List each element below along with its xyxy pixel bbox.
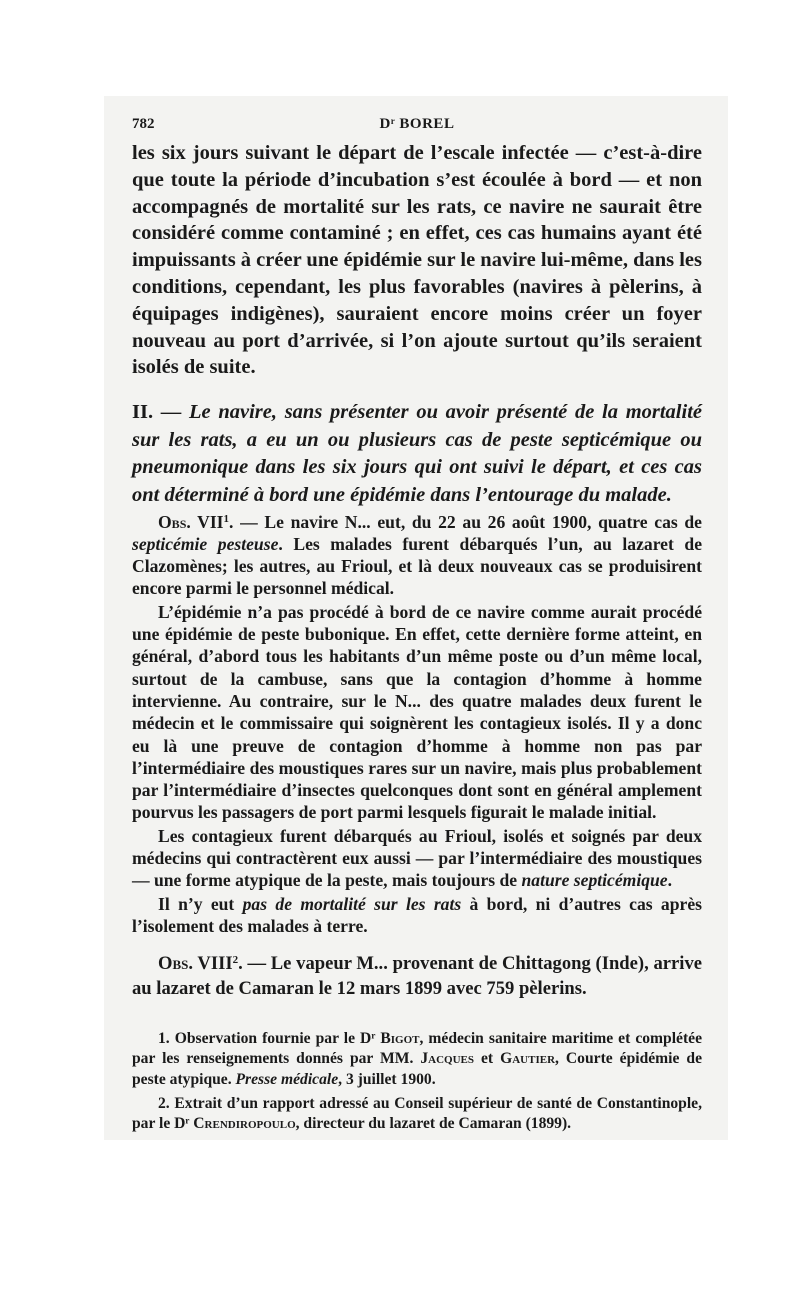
section-numeral: II. — (132, 401, 190, 424)
obs-viii-text: . — Le vapeur M... provenant de Chittagong (Inde), arrive au lazaret de Camaran le 12 mars 1899 avec 759 pèlerins. (132, 953, 702, 1000)
page-header (132, 112, 702, 140)
obs-vii-text: . — Le navire N... eut, du 22 au 26 août 1900, quatre cas de (229, 511, 702, 532)
running-title: Dʳ BOREL (379, 116, 455, 132)
obs-vii-text: Il n’y eut (158, 893, 243, 914)
author-name: Jacques (420, 1050, 475, 1068)
footnote-text: , 3 juillet 1900. (338, 1070, 436, 1088)
obs-viii-label: Obs. VIII (158, 953, 233, 975)
emphasis-text: nature septicémique (521, 870, 668, 891)
author-name: Bigot (380, 1030, 420, 1048)
footnote-number: 1. (158, 1030, 170, 1048)
obs-vii-paragraph-2: L’épidémie n’a pas procédé à bord de ce navire comme aurait procédé une épidémie de peste bubonique. En effet, cette dernière forme atteint, en général, d’abord tous les habitants d’un même poste ou d’un même local, surtout de la cambuse, sans que la contagion d’homme à homme intervienne. Au contraire, sur le N... des quatre malades deux furent le médecin et le commissaire qui soignèrent les contagieux isolés. Il y a donc eu là une preuve de contagion d’homme à homme non pas par l’intermédiaire des moustiques rares sur un navire, mais plus probablement par l’intermédiaire d’insectes quelconques dont sont en général amplement pourvus les passagers de port parmi lesquels figurait le malade initial. (132, 601, 702, 823)
obs-viii-paragraph (132, 951, 702, 1001)
footnote-text: , médecin sanitaire maritime et complétée par les renseignements donnés par MM. (132, 1030, 702, 1068)
author-name: Gautier (500, 1050, 556, 1068)
footnote-text: Observation fournie par le Dʳ (169, 1030, 381, 1048)
book-page (132, 112, 702, 1139)
footnote-ref-1: 1 (223, 512, 230, 525)
section-heading-text: Le navire, sans présenter ou avoir présenté de la mortalité sur les rats, a eu un ou plusieurs cas de peste septicémique ou pneumonique dans les six jours qui ont suivi le départ, et ces cas ont déterminé à bord une épidémie dans l’entourage du malade. (132, 401, 702, 506)
emphasis-text: septicémie pesteuse (132, 533, 279, 554)
section-ii-heading (132, 399, 702, 509)
obs-vii-text: Les contagieux furent débarqués au Frioul, isolés et soignés par deux médecins qui contractèrent eux aussi — par l’intermédiaire des moustiques — une forme atypique de la peste, mais toujours de (132, 825, 702, 891)
obs-vii-paragraph-4 (132, 893, 702, 938)
intro-paragraph: les six jours suivant le départ de l’escale infectée — c’est-à-dire que toute la période d’incubation s’est écoulée à bord — et non accompagnés de mortalité sur les rats, ce navire ne saurait être considéré comme contaminé ; en effet, ces cas humains ayant été impuissants à créer une épidémie sur le navire lui-même, dans les conditions, cependant, les plus favorables (navires à pèlerins, à équipages indigènes), sauraient encore moins créer un foyer nouveau au port d’arrivée, si l’on ajoute surtout qu’ils seraient isolés de suite. (132, 142, 702, 379)
emphasis-text: pas de mortalité sur les rats (242, 893, 462, 914)
footnote-text: Extrait d’un rapport adressé au Conseil supérieur de santé de Constantinople, par le Dʳ (132, 1095, 702, 1133)
footnote-text: et (474, 1050, 501, 1068)
footnote-number: 2. (158, 1095, 170, 1113)
page-body (132, 140, 702, 1001)
footnote-text: , Courte épidémie de peste atypique. (132, 1050, 702, 1088)
footnote-text: , directeur du lazaret de Camaran (1899). (295, 1115, 572, 1133)
obs-vii-text: à bord, ni d’autres cas après l’isolement des malades à terre. (132, 893, 702, 936)
obs-vii-paragraph-3 (132, 825, 702, 892)
footnote-2 (132, 1094, 702, 1135)
footnotes (132, 1029, 702, 1134)
obs-vii-paragraph-1 (132, 511, 702, 600)
page-number: 782 (132, 116, 155, 132)
footnote-ref-2: 2 (232, 954, 239, 967)
obs-vii-text: . Les malades furent débarqués l’un, au lazaret de Clazomènes; les autres, au Frioul, et là deux nouveaux cas se produisirent encore parmi le personnel médical. (132, 533, 702, 599)
author-name: Crendiropoulo (193, 1115, 296, 1133)
obs-vii-label: Obs. VII (158, 511, 224, 532)
obs-vii-text: . (667, 870, 673, 891)
footnote-1 (132, 1029, 702, 1090)
journal-title: Presse médicale (235, 1070, 339, 1088)
